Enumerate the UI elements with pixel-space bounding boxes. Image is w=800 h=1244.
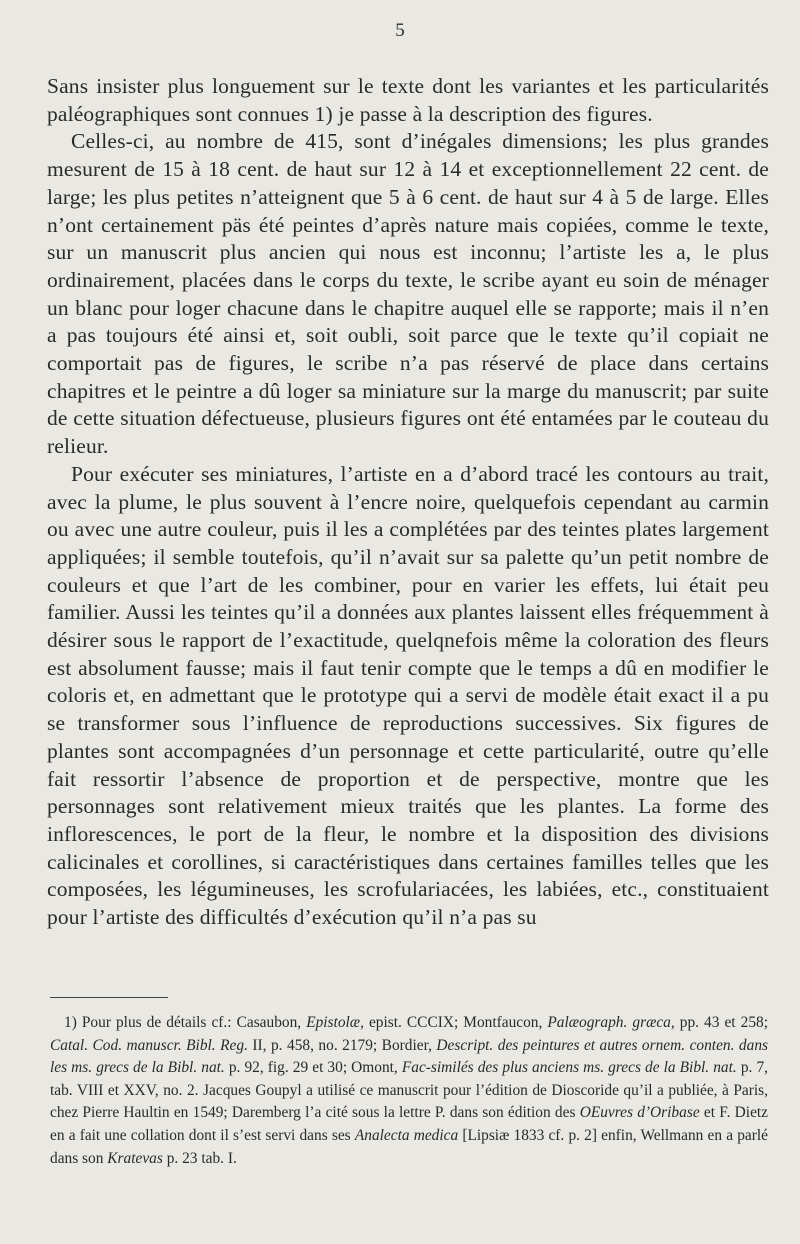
footnote bbox=[50, 1012, 768, 1170]
footnote-segment: 1) Pour plus de détails cf.: Casaubon, bbox=[64, 1014, 307, 1031]
paragraph-3: Pour exécuter ses miniatures, l’artiste en a d’abord tracé les contours au trait, avec la plume, le plus souvent à l’encre noire, quelquefois cependant au carmin ou avec une autre couleur, puis il les a complétées par des teintes plates largement appliquées; il semble toutefois, qu’il n’avait sur sa palette qu’un petit nombre de couleurs et que l’art de les combiner, pour en varier les effets, lui était peu familier. Aussi les teintes qu’il a données aux plantes laissent elles fréquemment à désirer sous le rapport de l’exactitude, quelqnefois même la coloration des fleurs est absolument fausse; mais il faut tenir compte que le temps a dû en modifier le coloris et, en admettant que le prototype qui a servi de modèle était exact il a pu se transformer sous l’influence de reproductions successives. Six figures de plantes sont accompagnées d’un personnage et cette particularité, outre qu’elle fait ressortir l’absence de proportion et de perspective, montre que les personnages sont relativement mieux traités que les plantes. La forme des inflorescences, le port de la fleur, le nombre et la disposition des divisions calicinales et corollines, si caractéristiques dans certaines familles telles que les composées, les légumineuses, les scrofulariacées, les labiées, etc., constituaient pour l’artiste des difficultés d’exécution qu’il n’a pas su bbox=[47, 461, 769, 930]
footnote-segment: p. 23 tab. I. bbox=[162, 1149, 237, 1167]
body-text bbox=[47, 73, 769, 932]
footnote-divider bbox=[50, 997, 168, 998]
footnote-segment: Kratevas bbox=[107, 1149, 163, 1167]
footnote-segment: p. 7, tab. VIII et XXV, no. 2. Jacques Goupyl a utilisé ce manuscrit pour l’édition de Dioscoride qu’il a publiée, à Paris, chez Pierre Haultin en 1549; Daremberg l’a cité sous la lettre P. dans son édition des bbox=[50, 1059, 768, 1122]
footnote-segment: Analecta medica bbox=[354, 1126, 459, 1144]
paragraph-1: Sans insister plus longuement sur le texte dont les variantes et les particularités paléographiques sont connues 1) je passe à la description des figures. bbox=[47, 74, 769, 126]
footnote-segment: II, p. 458, no. 2179; Bordier, bbox=[247, 1036, 437, 1054]
footnote-segment: , pp. 43 et 258; bbox=[670, 1014, 768, 1031]
footnote-segment: , epist. CCCIX; Montfaucon, bbox=[360, 1014, 548, 1031]
footnote-segment: Catal. Cod. manuscr. Bibl. Reg. bbox=[50, 1036, 248, 1054]
footnote-segment: Palæograph. græca bbox=[547, 1014, 671, 1031]
footnote-segment: Fac-similés des plus anciens ms. grecs de la Bibl. nat. bbox=[401, 1059, 737, 1077]
footnote-segment: et F. Dietz en a fait une collation dont il s’est servi dans ses bbox=[50, 1104, 769, 1144]
footnote-segment: Epistolæ bbox=[306, 1014, 361, 1031]
paragraph-2: Celles-ci, au nombre de 415, sont d’inégales dimensions; les plus grandes mesurent de 15 à 18 cent. de haut sur 12 à 14 et exceptionnellement 22 cent. de large; les plus petites n’atteignent que 5 à 6 cent. de haut sur 4 à 5 de large. Elles n’ont certainement päs été peintes d’après nature mais copiées, comme le texte, sur un manuscrit plus ancien qui nous est inconnu; l’artiste les a, le plus ordinairement, placées dans le corps du texte, le scribe ayant eu soin de ménager un blanc pour loger chacune dans le chapitre auquel elle se rapporte; mais il n’en a pas toujours été ainsi et, soit oubli, soit parce que le texte qu’il copiait ne comportait pas de figures, le scribe n’a pas réservé de place dans certains chapitres et le peintre a dû loger sa miniature sur la marge du manuscrit; par suite de cette situation défectueuse, plusieurs figures ont été entamées par le couteau du relieur. bbox=[47, 129, 769, 459]
page-number: 5 bbox=[395, 20, 405, 41]
footnote-segment: [Lipsiæ 1833 cf. p. 2] enfin, Wellmann en a parlé dans son bbox=[50, 1126, 768, 1167]
footnote-segment: p. 92, fig. 29 et 30; Omont, bbox=[224, 1059, 402, 1077]
footnote-segment: Descript. des peintures et autres ornem. conten. dans les ms. grecs de la Bibl. nat. bbox=[50, 1036, 769, 1077]
footnote-segment: OEuvres d’Oribase bbox=[579, 1104, 700, 1122]
